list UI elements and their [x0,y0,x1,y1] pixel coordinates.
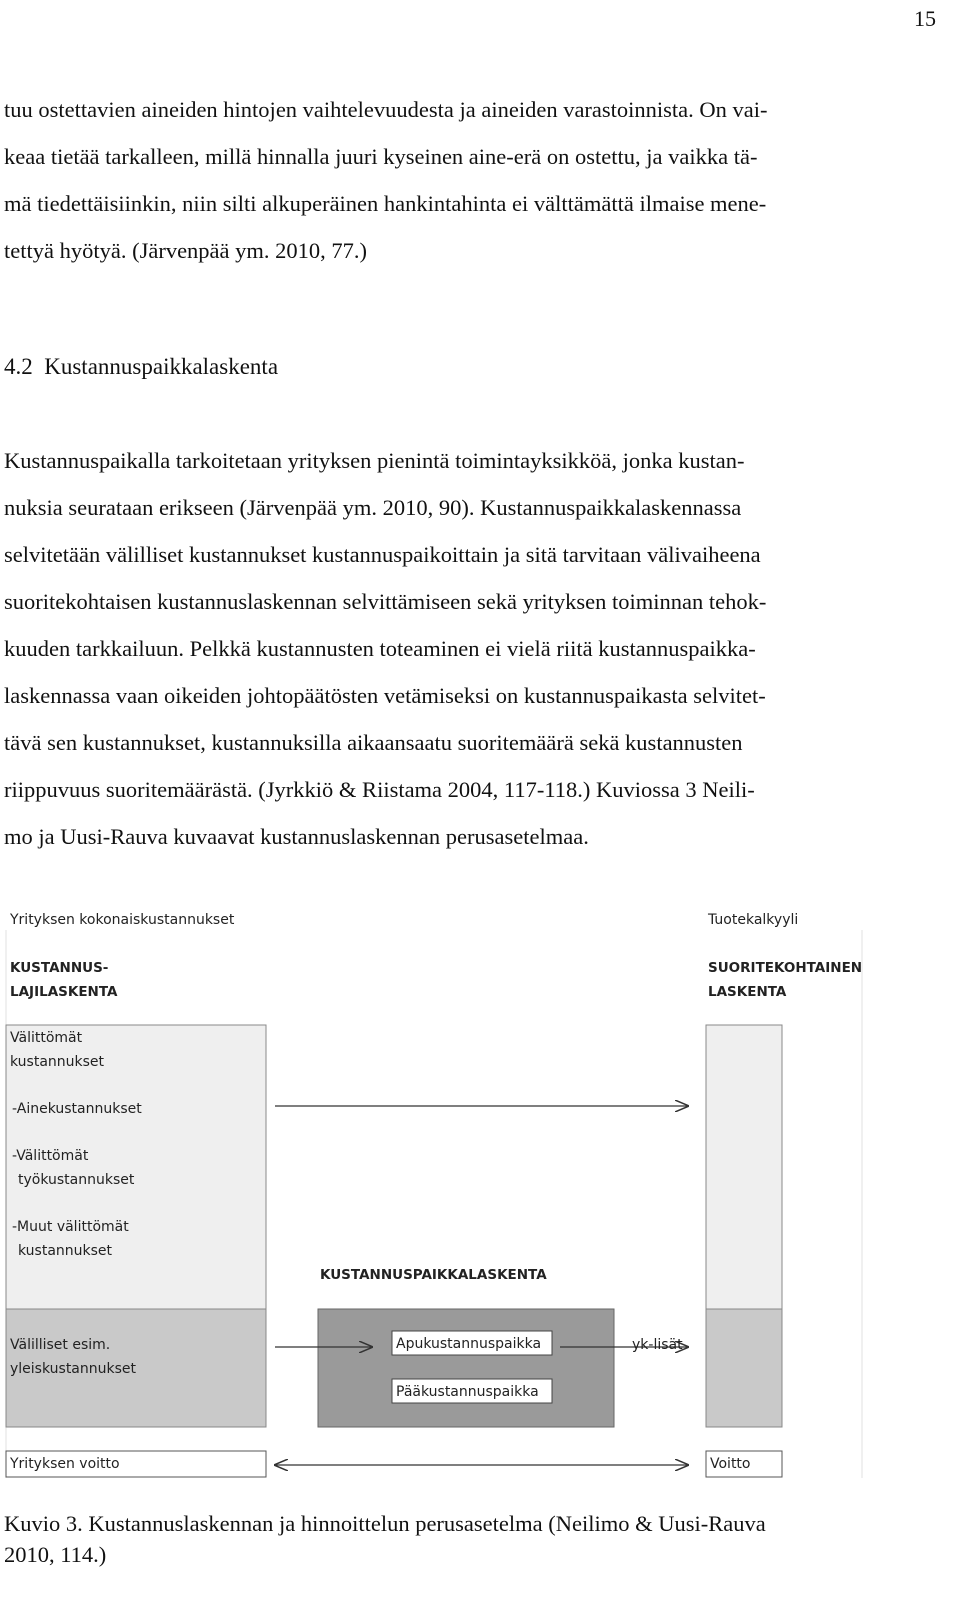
left-heading-line1: KUSTANNUS- [10,960,109,976]
aux-center-label: Apukustannuspaikka [396,1336,542,1352]
section-heading: 4.2 Kustannuspaikkalaskenta [4,354,279,379]
paragraph-2 [4,437,956,860]
text-line: kuuden tarkkailuun. Pelkkä kustannusten toteaminen ei vielä riitä kustannuspaikka- [4,636,756,661]
left-heading-line2: LAJILASKENTA [10,984,118,1000]
labor-costs-line1: -Välittömät [12,1148,89,1164]
right-heading-line2: LASKENTA [708,984,787,1000]
cost-accounting-diagram [0,898,960,1508]
text-line: keaa tietää tarkalleen, millä hinnalla juuri kyseinen aine-erä on ostettu, ja vaikka tä- [4,144,758,169]
right-title: Tuotekalkyyli [708,912,799,928]
text-line: suoritekohtaisen kustannuslaskennan selvittämiseen sekä yrityksen toiminnan tehok- [4,589,767,614]
text-line: tuu ostettavien aineiden hintojen vaihtelevuudesta ja aineiden varastoinnista. On vai- [4,97,768,122]
text-line: selvitetään välilliset kustannukset kustannuspaikoittain ja sitä tarvitaan välivaiheena [4,542,761,567]
direct-costs-line1: Välittömät [10,1030,83,1046]
product-indirect-box [706,1309,782,1427]
indirect-costs-line2: yleiskustannukset [10,1361,137,1377]
main-center-label: Pääkustannuspaikka [396,1384,539,1400]
text-line: tettyä hyötyä. (Järvenpää ym. 2010, 77.) [4,238,368,263]
paragraph-1 [4,86,956,274]
profit-label: Voitto [710,1456,751,1472]
figure-caption [4,1508,944,1570]
indirect-costs-line1: Välilliset esim. [10,1337,111,1353]
text-line: Kustannuspaikalla tarkoitetaan yrityksen pienintä toimintayksikköä, jonka kustan- [4,448,745,473]
text-line: laskennassa vaan oikeiden johtopäätösten vetämiseksi on kustannuspaikasta selvitet- [4,683,766,708]
overhead-label: yk-lisät [632,1337,683,1353]
page-number: 15 [914,6,936,31]
caption-line: Kuvio 3. Kustannuslaskennan ja hinnoittelun perusasetelma (Neilimo & Uusi-Rauva [4,1511,766,1536]
caption-line: 2010, 114.) [4,1542,107,1567]
other-costs-line2: kustannukset [18,1243,113,1259]
material-costs-label: -Ainekustannukset [12,1101,142,1117]
other-costs-line1: -Muut välittömät [12,1219,129,1235]
cost-center-box [318,1309,614,1427]
left-title: Yrityksen kokonaiskustannukset [10,912,235,928]
direct-costs-line2: kustannukset [10,1054,105,1070]
company-profit-label: Yrityksen voitto [10,1456,120,1472]
product-direct-box [706,1025,782,1309]
right-heading-line1: SUORITEKOHTAINEN [708,960,863,976]
text-line: mä tiedettäisiinkin, niin silti alkuperäinen hankintahinta ei välttämättä ilmaise mene- [4,191,767,216]
labor-costs-line2: työkustannukset [18,1172,135,1188]
text-line: nuksia seurataan erikseen (Järvenpää ym. 2010, 90). Kustannuspaikkalaskennassa [4,495,742,520]
text-line: riippuvuus suoritemäärästä. (Jyrkkiö & Riistama 2004, 117-118.) Kuviossa 3 Neili- [4,777,755,802]
text-line: tävä sen kustannukset, kustannuksilla aikaansaatu suoritemäärä sekä kustannusten [4,730,743,755]
cost-center-title: KUSTANNUSPAIKKALASKENTA [320,1267,547,1283]
diagram-canvas [0,898,960,1508]
text-line: mo ja Uusi-Rauva kuvaavat kustannuslaskennan perusasetelmaa. [4,824,589,849]
